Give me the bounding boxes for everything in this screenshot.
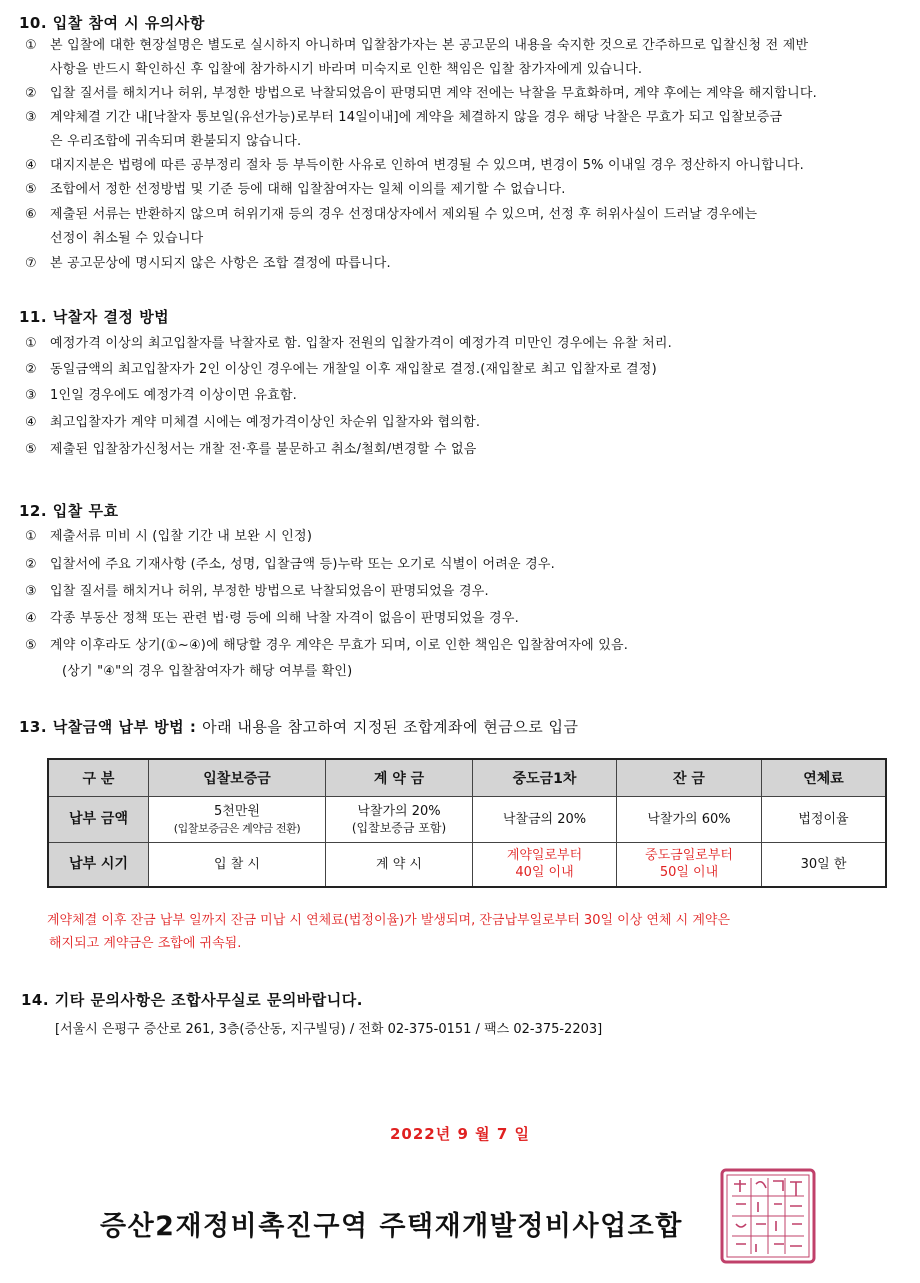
table-header: 연체료	[762, 759, 887, 797]
list-item: ⑤ 조합에서 정한 선정방법 및 기준 등에 대해 입찰참여자는 일체 이의를 제기할 수 없습니다.	[25, 182, 566, 197]
section-11-title: 11. 낙찰자 결정 방법	[19, 308, 170, 326]
section-13-title	[19, 716, 579, 737]
overdue-note-line1: 계약체결 이후 잔금 납부 일까지 잔금 미납 시 연체료(법정이율)가 발생되며, 잔금납부일로부터 30일 이상 연체 시 계약은	[47, 913, 731, 928]
list-item: ⑤ 제출된 입찰참가신청서는 개찰 전·후를 불문하고 취소/철회/변경할 수 없음	[25, 442, 477, 457]
section-14-title: 14. 기타 문의사항은 조합사무실로 문의바랍니다.	[21, 991, 363, 1009]
table-header: 구 분	[48, 759, 149, 797]
table-cell: 낙찰금의 20%	[473, 797, 617, 843]
row-label: 납부 금액	[48, 797, 149, 843]
list-item: ② 입찰서에 주요 기재사항 (주소, 성명, 입찰금액 등)누락 또는 오기로 식별이 어려운 경우.	[25, 557, 555, 572]
table-header: 잔 금	[617, 759, 762, 797]
list-item: ① 예정가격 이상의 최고입찰자를 낙찰자로 함. 입찰자 전원의 입찰가격이 예정가격 미만인 경우에는 유찰 처리.	[25, 336, 673, 351]
list-item: ④ 최고입찰자가 계약 미체결 시에는 예정가격이상인 차순위 입찰자와 협의함.	[25, 415, 481, 430]
table-cell: 낙찰가의 60%	[617, 797, 762, 843]
section-13-heading: 13. 낙찰금액 납부 방법 :	[19, 718, 197, 736]
list-item: ④ 각종 부동산 정책 또는 관련 법·령 등에 의해 낙찰 자격이 없음이 판명되었을 경우.	[25, 611, 519, 626]
table-cell: 계 약 시	[326, 843, 473, 887]
list-item: ③ 1인일 경우에도 예정가격 이상이면 유효함.	[25, 388, 298, 403]
table-header: 계 약 금	[326, 759, 473, 797]
table-header: 중도금1차	[473, 759, 617, 797]
table-cell: 30일 한	[762, 843, 887, 887]
table-cell: 계약일로부터 40일 이내	[473, 843, 617, 887]
list-item: ② 동일금액의 최고입찰자가 2인 이상인 경우에는 개찰일 이후 재입찰로 결정.(재입찰로 최고 입찰자로 결정)	[25, 362, 657, 377]
section-10-title: 10. 입찰 참여 시 유의사항	[19, 14, 205, 32]
section-13-subtitle: 아래 내용을 참고하여 지정된 조합계좌에 현금으로 입금	[202, 718, 579, 736]
contact-info: [서울시 은평구 증산로 261, 3층(증산동, 지구빌딩) / 전화 02-375-0151 / 팩스 02-375-2203]	[55, 1022, 603, 1037]
table-row	[48, 843, 886, 887]
list-item: 사항을 반드시 확인하신 후 입찰에 참가하시기 바라며 미숙지로 인한 책임은 입찰 참가자에게 있습니다.	[50, 62, 643, 77]
table-row	[48, 797, 886, 843]
table-header: 입찰보증금	[149, 759, 326, 797]
table-cell: 법정이율	[762, 797, 887, 843]
list-item: ⑥ 제출된 서류는 반환하지 않으며 허위기재 등의 경우 선정대상자에서 제외될 수 있으며, 선정 후 허위사실이 드러날 경우에는	[25, 207, 758, 222]
table-cell: 5천만원 (입찰보증금은 계약금 전환)	[149, 797, 326, 843]
list-item: ③ 입찰 질서를 해치거나 허위, 부정한 방법으로 낙찰되었음이 판명되었을 경우.	[25, 584, 489, 599]
table-cell: 낙찰가의 20% (입찰보증금 포함)	[326, 797, 473, 843]
list-item: ④ 대지지분은 법령에 따른 공부정리 절차 등 부득이한 사유로 인하여 변경될 수 있으며, 변경이 5% 이내일 경우 정산하지 아니합니다.	[25, 158, 804, 173]
table-header-row	[48, 759, 886, 797]
list-item: (상기 "④"의 경우 입찰참여자가 해당 여부를 확인)	[62, 664, 353, 679]
list-item: ③ 계약체결 기간 내[낙찰자 통보일(유선가능)로부터 14일이내]에 계약을 체결하지 않을 경우 해당 낙찰은 무효가 되고 입찰보증금	[25, 110, 783, 125]
row-label: 납부 시기	[48, 843, 149, 887]
organization-name: 증산2재정비촉진구역 주택재개발정비사업조합	[100, 1211, 683, 1242]
table-cell: 중도금일로부터 50일 이내	[617, 843, 762, 887]
list-item: 은 우리조합에 귀속되며 환불되지 않습니다.	[50, 134, 302, 149]
list-item: ⑦ 본 공고문상에 명시되지 않은 사항은 조합 결정에 따릅니다.	[25, 256, 391, 271]
organization-seal-icon	[718, 1166, 818, 1266]
list-item: ① 제출서류 미비 시 (입찰 기간 내 보완 시 인정)	[25, 529, 313, 544]
list-item: ① 본 입찰에 대한 현장설명은 별도로 실시하지 아니하며 입찰참가자는 본 공고문의 내용을 숙지한 것으로 간주하므로 입찰신청 전 제반	[25, 38, 809, 53]
list-item: ⑤ 계약 이후라도 상기(①~④)에 해당할 경우 계약은 무효가 되며, 이로 인한 책임은 입찰참여자에 있음.	[25, 638, 629, 653]
list-item: 선정이 취소될 수 있습니다	[50, 231, 204, 246]
overdue-note-line2: 해지되고 계약금은 조합에 귀속됨.	[49, 936, 242, 951]
section-12-title: 12. 입찰 무효	[19, 502, 119, 520]
list-item: ② 입찰 질서를 해치거나 허위, 부정한 방법으로 낙찰되었음이 판명되면 계약 전에는 낙찰을 무효화하며, 계약 후에는 계약을 해지합니다.	[25, 86, 817, 101]
document-date: 2022년 9 월 7 일	[390, 1125, 530, 1143]
table-cell: 입 찰 시	[149, 843, 326, 887]
payment-table	[47, 758, 887, 888]
